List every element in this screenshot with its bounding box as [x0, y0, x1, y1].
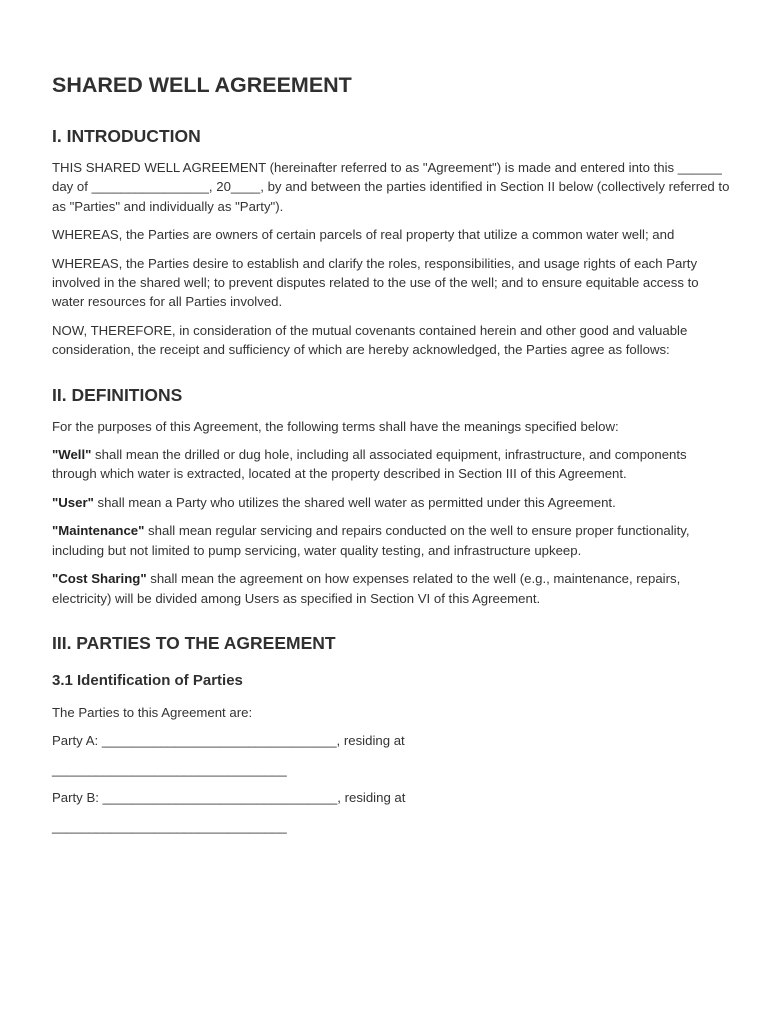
definition-text-cost-sharing: shall mean the agreement on how expenses related to the well (e.g., maintenance, repairs, electricity) will be divided among Users as specified in Section VI of this Agreement. — [52, 571, 681, 606]
definition-term-maintenance: "Maintenance" — [52, 523, 145, 539]
intro-paragraph-1: THIS SHARED WELL AGREEMENT (hereinafter referred to as "Agreement") is made and entered into this ______ day of ________________, 20____, by and between the parties identified in Section II below (collectively referred to as "Parties" and individually as "Party"). — [52, 160, 730, 214]
definition-text-user: shall mean a Party who utilizes the shared well water as permitted under this Agreement. — [93, 494, 616, 510]
section-heading-definitions: II. DEFINITIONS — [52, 384, 183, 405]
parties-lead: The Parties to this Agreement are: — [52, 704, 253, 720]
definition-cost-sharing — [52, 569, 730, 608]
party-b-line: Party B: ________________________________, residing at — [52, 790, 406, 806]
definition-maintenance — [52, 521, 730, 560]
intro-paragraph-3: WHEREAS, the Parties desire to establish and clarify the roles, responsibilities, and usage rights of each Party involved in the shared well; to prevent disputes related to the use of the well; and to ensure equitable access to water resources for all Parties involved. — [52, 255, 699, 310]
definition-text-maintenance: shall mean regular servicing and repairs conducted on the well to ensure proper functionality, including but not limited to pump servicing, water quality testing, and infrastructure upkeep. — [52, 523, 690, 558]
party-a-line: Party A: ________________________________, residing at — [52, 733, 405, 749]
party-b-address-line: ________________________________ — [52, 818, 287, 834]
definition-term-user: "User" — [52, 494, 94, 510]
document-title: SHARED WELL AGREEMENT — [52, 73, 352, 97]
intro-paragraph-2: WHEREAS, the Parties are owners of certain parcels of real property that utilize a common water well; and — [52, 227, 675, 243]
section-heading-parties: III. PARTIES TO THE AGREEMENT — [52, 632, 336, 653]
definition-term-cost-sharing: "Cost Sharing" — [52, 571, 147, 587]
definition-well — [52, 445, 730, 484]
subsection-heading-identification: 3.1 Identification of Parties — [52, 671, 243, 689]
definition-term-well: "Well" — [52, 447, 92, 463]
definition-user — [52, 493, 730, 512]
definition-text-well: shall mean the drilled or dug hole, including all associated equipment, infrastructure, and components through which water is extracted, located at the property described in Section III of this Agreement. — [52, 447, 687, 482]
section-heading-introduction: I. INTRODUCTION — [52, 126, 201, 146]
definitions-lead: For the purposes of this Agreement, the following terms shall have the meanings specified below: — [52, 418, 619, 434]
intro-paragraph-4: NOW, THEREFORE, in consideration of the mutual covenants contained herein and other good and valuable consideration, the receipt and sufficiency of which are hereby acknowledged, the Parties agree as follows: — [52, 322, 688, 358]
party-a-address-line: ________________________________ — [52, 761, 287, 777]
